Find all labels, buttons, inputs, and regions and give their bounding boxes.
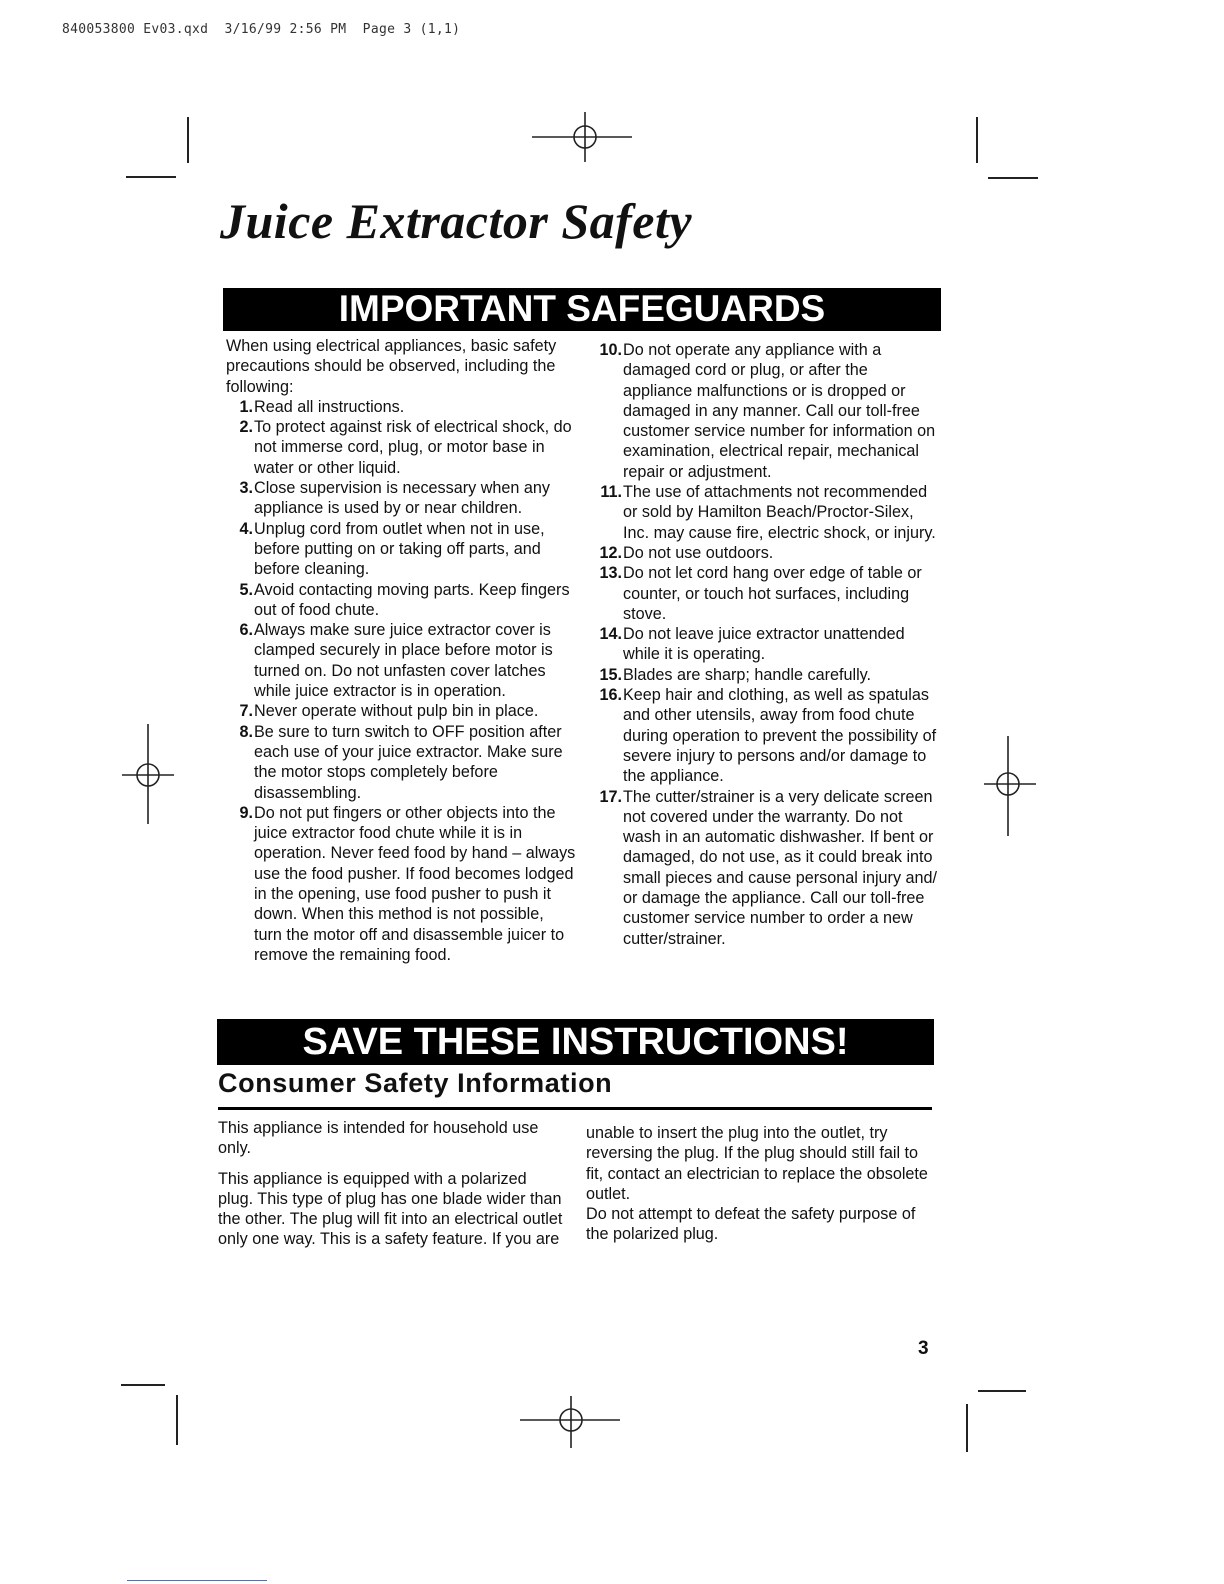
important-safeguards-banner: IMPORTANT SAFEGUARDS (223, 288, 941, 331)
list-item (594, 563, 939, 624)
item-text: Do not operate any appliance with a damaged cord or plug, or after the appliance malfunctions or is dropped or damaged in any manner. Call our toll-free customer service number for information on examination, electrical repair, mechanical repair or adjustment. (623, 341, 936, 481)
list-item (226, 519, 576, 580)
list-item (594, 685, 939, 786)
item-text: Do not let cord hang over edge of table or counter, or touch hot surfaces, including stove. (623, 564, 922, 623)
list-item (226, 803, 576, 965)
item-text: Read all instructions. (254, 397, 405, 416)
item-text: Close supervision is necessary when any appliance is used by or near children. (254, 479, 551, 518)
item-number: 6. (239, 621, 253, 640)
list-item (226, 701, 576, 721)
list-item (226, 397, 576, 417)
registration-mark-bottom-icon (520, 1396, 620, 1448)
item-text: To protect against risk of electrical shock, do not immerse cord, plug, or motor base in water or other liquid. (254, 418, 572, 477)
item-number: 11. (600, 483, 622, 502)
item-number: 4. (239, 519, 253, 538)
list-item (594, 482, 939, 543)
page-title: Juice Extractor Safety (220, 193, 693, 249)
registration-mark-top-icon (532, 112, 632, 162)
bottom-edge-line (127, 1580, 267, 1581)
consumer-paragraph-polarized-plug-continued (586, 1123, 936, 1204)
safeguards-column-right (594, 340, 939, 949)
item-number: 7. (239, 702, 253, 721)
consumer-column-left (218, 1118, 563, 1260)
list-item (226, 580, 576, 621)
item-text: Do not use outdoors. (623, 543, 774, 562)
item-text: Avoid contacting moving parts. Keep fingers out of food chute. (254, 580, 570, 619)
item-text: Unplug cord from outlet when not in use, before putting on or taking off parts, and before cleaning. (254, 519, 545, 579)
item-number: 2. (239, 418, 253, 437)
item-number: 9. (239, 803, 253, 822)
item-text: The cutter/strainer is a very delicate screen not covered under the warranty. Do not wash in an automatic dishwasher. If bent or damaged, do not use, as it could break into small pieces and cause personal injury and/ or damage the appliance. Call our toll-free customer service number to order a new cutter/strainer. (623, 787, 938, 948)
list-item (594, 624, 939, 665)
item-number: 12. (599, 543, 622, 562)
item-number: 1. (239, 397, 253, 416)
list-item (594, 665, 939, 685)
consumer-safety-heading: Consumer Safety Information (218, 1068, 613, 1098)
continued-text: unable to insert the plug into the outlet, try reversing the plug. If the plug should still fail to fit, contact an electrician to replace the obsolete outlet. (586, 1124, 928, 1204)
registration-mark-right-icon (984, 736, 1036, 836)
safeguards-intro: When using electrical appliances, basic safety precautions should be observed, including the following: (226, 337, 557, 396)
item-number: 14. (599, 625, 622, 644)
list-item (226, 620, 576, 701)
item-text: Blades are sharp; handle carefully. (623, 665, 872, 684)
heading-rule (218, 1107, 932, 1110)
item-number: 17. (599, 787, 622, 806)
item-number: 13. (599, 564, 622, 583)
safeguards-column-left (226, 336, 576, 965)
list-item (594, 787, 939, 949)
consumer-paragraph-defeat-warning: Do not attempt to defeat the safety purpose of the polarized plug. (586, 1205, 916, 1244)
list-item (594, 340, 939, 482)
item-number: 3. (239, 479, 253, 498)
item-number: 5. (239, 580, 253, 599)
item-text: Always make sure juice extractor cover is clamped securely in place before motor is turned on. Do not unfasten cover latches while juice extractor is in operation. (254, 621, 553, 701)
list-item (226, 722, 576, 803)
file-header-slug: 840053800 Ev03.qxd 3/16/99 2:56 PM Page 3 (1,1) (62, 22, 461, 37)
item-number: 10. (599, 341, 622, 359)
item-number: 16. (599, 686, 622, 705)
item-text: Be sure to turn switch to OFF position after each use of your juice extractor. Make sure the motor stops completely before disassembling. (254, 722, 563, 802)
save-instructions-banner: SAVE THESE INSTRUCTIONS! (217, 1019, 934, 1065)
consumer-paragraph-polarized-plug: This appliance is equipped with a polarized plug. This type of plug has one blade wider than the other. The plug will fit into an electrical outlet only one way. This is a safety feature. If you are (218, 1169, 563, 1249)
list-item (594, 543, 939, 563)
item-text: Do not leave juice extractor unattended while it is operating. (623, 625, 905, 664)
item-text: Keep hair and clothing, as well as spatulas and other utensils, away from food chute during operation to prevent the possibility of severe injury to persons and/or damage to the appliance. (623, 686, 937, 786)
item-text: Never operate without pulp bin in place. (254, 702, 539, 721)
item-text: The use of attachments not recommended or sold by Hamilton Beach/Proctor-Silex, Inc. may cause fire, electric shock, or injury. (623, 483, 936, 542)
item-text: Do not put fingers or other objects into the juice extractor food chute while it is in operation. Never feed food by hand – always use the food pusher. If food becomes lodged in the opening, use food pusher to push it down. When this method is not possible, turn the motor off and disassemble juicer to remove the remaining food. (254, 803, 576, 964)
list-item (226, 417, 576, 478)
consumer-paragraph-household: This appliance is intended for household use only. (218, 1119, 539, 1158)
item-number: 15. (599, 665, 622, 684)
list-item (226, 478, 576, 519)
registration-mark-left-icon (122, 724, 174, 824)
consumer-column-right (586, 1123, 936, 1255)
item-number: 8. (239, 722, 253, 741)
page-number: 3 (918, 1338, 929, 1359)
